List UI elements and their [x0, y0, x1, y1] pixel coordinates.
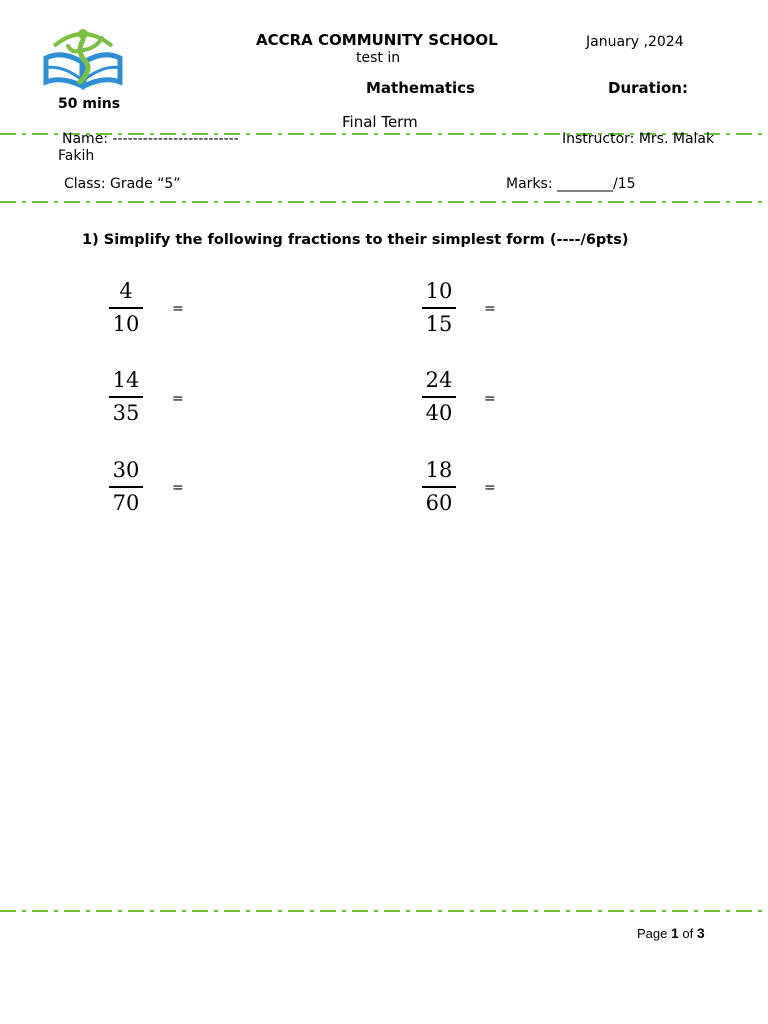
fraction-bar [422, 396, 456, 398]
instructor-label: Instructor: Mrs. Malak [562, 131, 715, 147]
exam-date: January ,2024 [586, 34, 684, 50]
fraction [109, 457, 143, 516]
dash-dot-separator [0, 910, 768, 912]
of-word: of [682, 926, 694, 941]
question-title: 1) Simplify the following fractions to their simplest form (----/6pts) [82, 232, 629, 248]
equals-sign: = [484, 301, 496, 317]
total-pages: 3 [696, 925, 705, 941]
page-word: Page [637, 926, 668, 941]
fraction-bar [109, 486, 143, 488]
denominator: 35 [112, 400, 140, 425]
numerator: 10 [425, 279, 453, 303]
fraction [109, 367, 143, 426]
numerator: 24 [425, 368, 453, 392]
instructor-name-continuation: Fakih [58, 148, 95, 164]
fraction [422, 457, 456, 516]
fraction-bar [422, 486, 456, 488]
equals-sign: = [172, 480, 184, 496]
term-label: Final Term [342, 113, 418, 131]
fraction [109, 278, 143, 337]
marks-field: Marks: ________/15 [506, 176, 636, 192]
fraction-bar [422, 307, 456, 309]
dash-dot-separator [0, 201, 768, 203]
student-name-field: Name: ------------------------- [62, 131, 239, 147]
equals-sign: = [172, 301, 184, 317]
denominator: 40 [425, 400, 453, 425]
numerator: 4 [119, 279, 133, 303]
denominator: 60 [425, 490, 453, 515]
test-in-label: test in [356, 50, 401, 66]
denominator: 15 [425, 311, 453, 336]
current-page: 1 [671, 925, 679, 941]
duration-label: Duration: [608, 79, 688, 97]
duration-value: 50 mins [58, 96, 121, 112]
fraction-bar [109, 307, 143, 309]
equals-sign: = [484, 391, 496, 407]
fraction [422, 278, 456, 337]
page-number [637, 925, 705, 941]
denominator: 10 [112, 311, 140, 336]
equals-sign: = [172, 391, 184, 407]
numerator: 18 [425, 458, 453, 482]
subject-title: Mathematics [366, 79, 475, 97]
class-label: Class: Grade “5” [64, 176, 181, 192]
fraction-bar [109, 396, 143, 398]
school-name: ACCRA COMMUNITY SCHOOL [256, 31, 498, 49]
numerator: 14 [112, 368, 140, 392]
fraction [422, 367, 456, 426]
school-logo [40, 24, 126, 104]
equals-sign: = [484, 480, 496, 496]
numerator: 30 [112, 458, 140, 482]
denominator: 70 [112, 490, 140, 515]
